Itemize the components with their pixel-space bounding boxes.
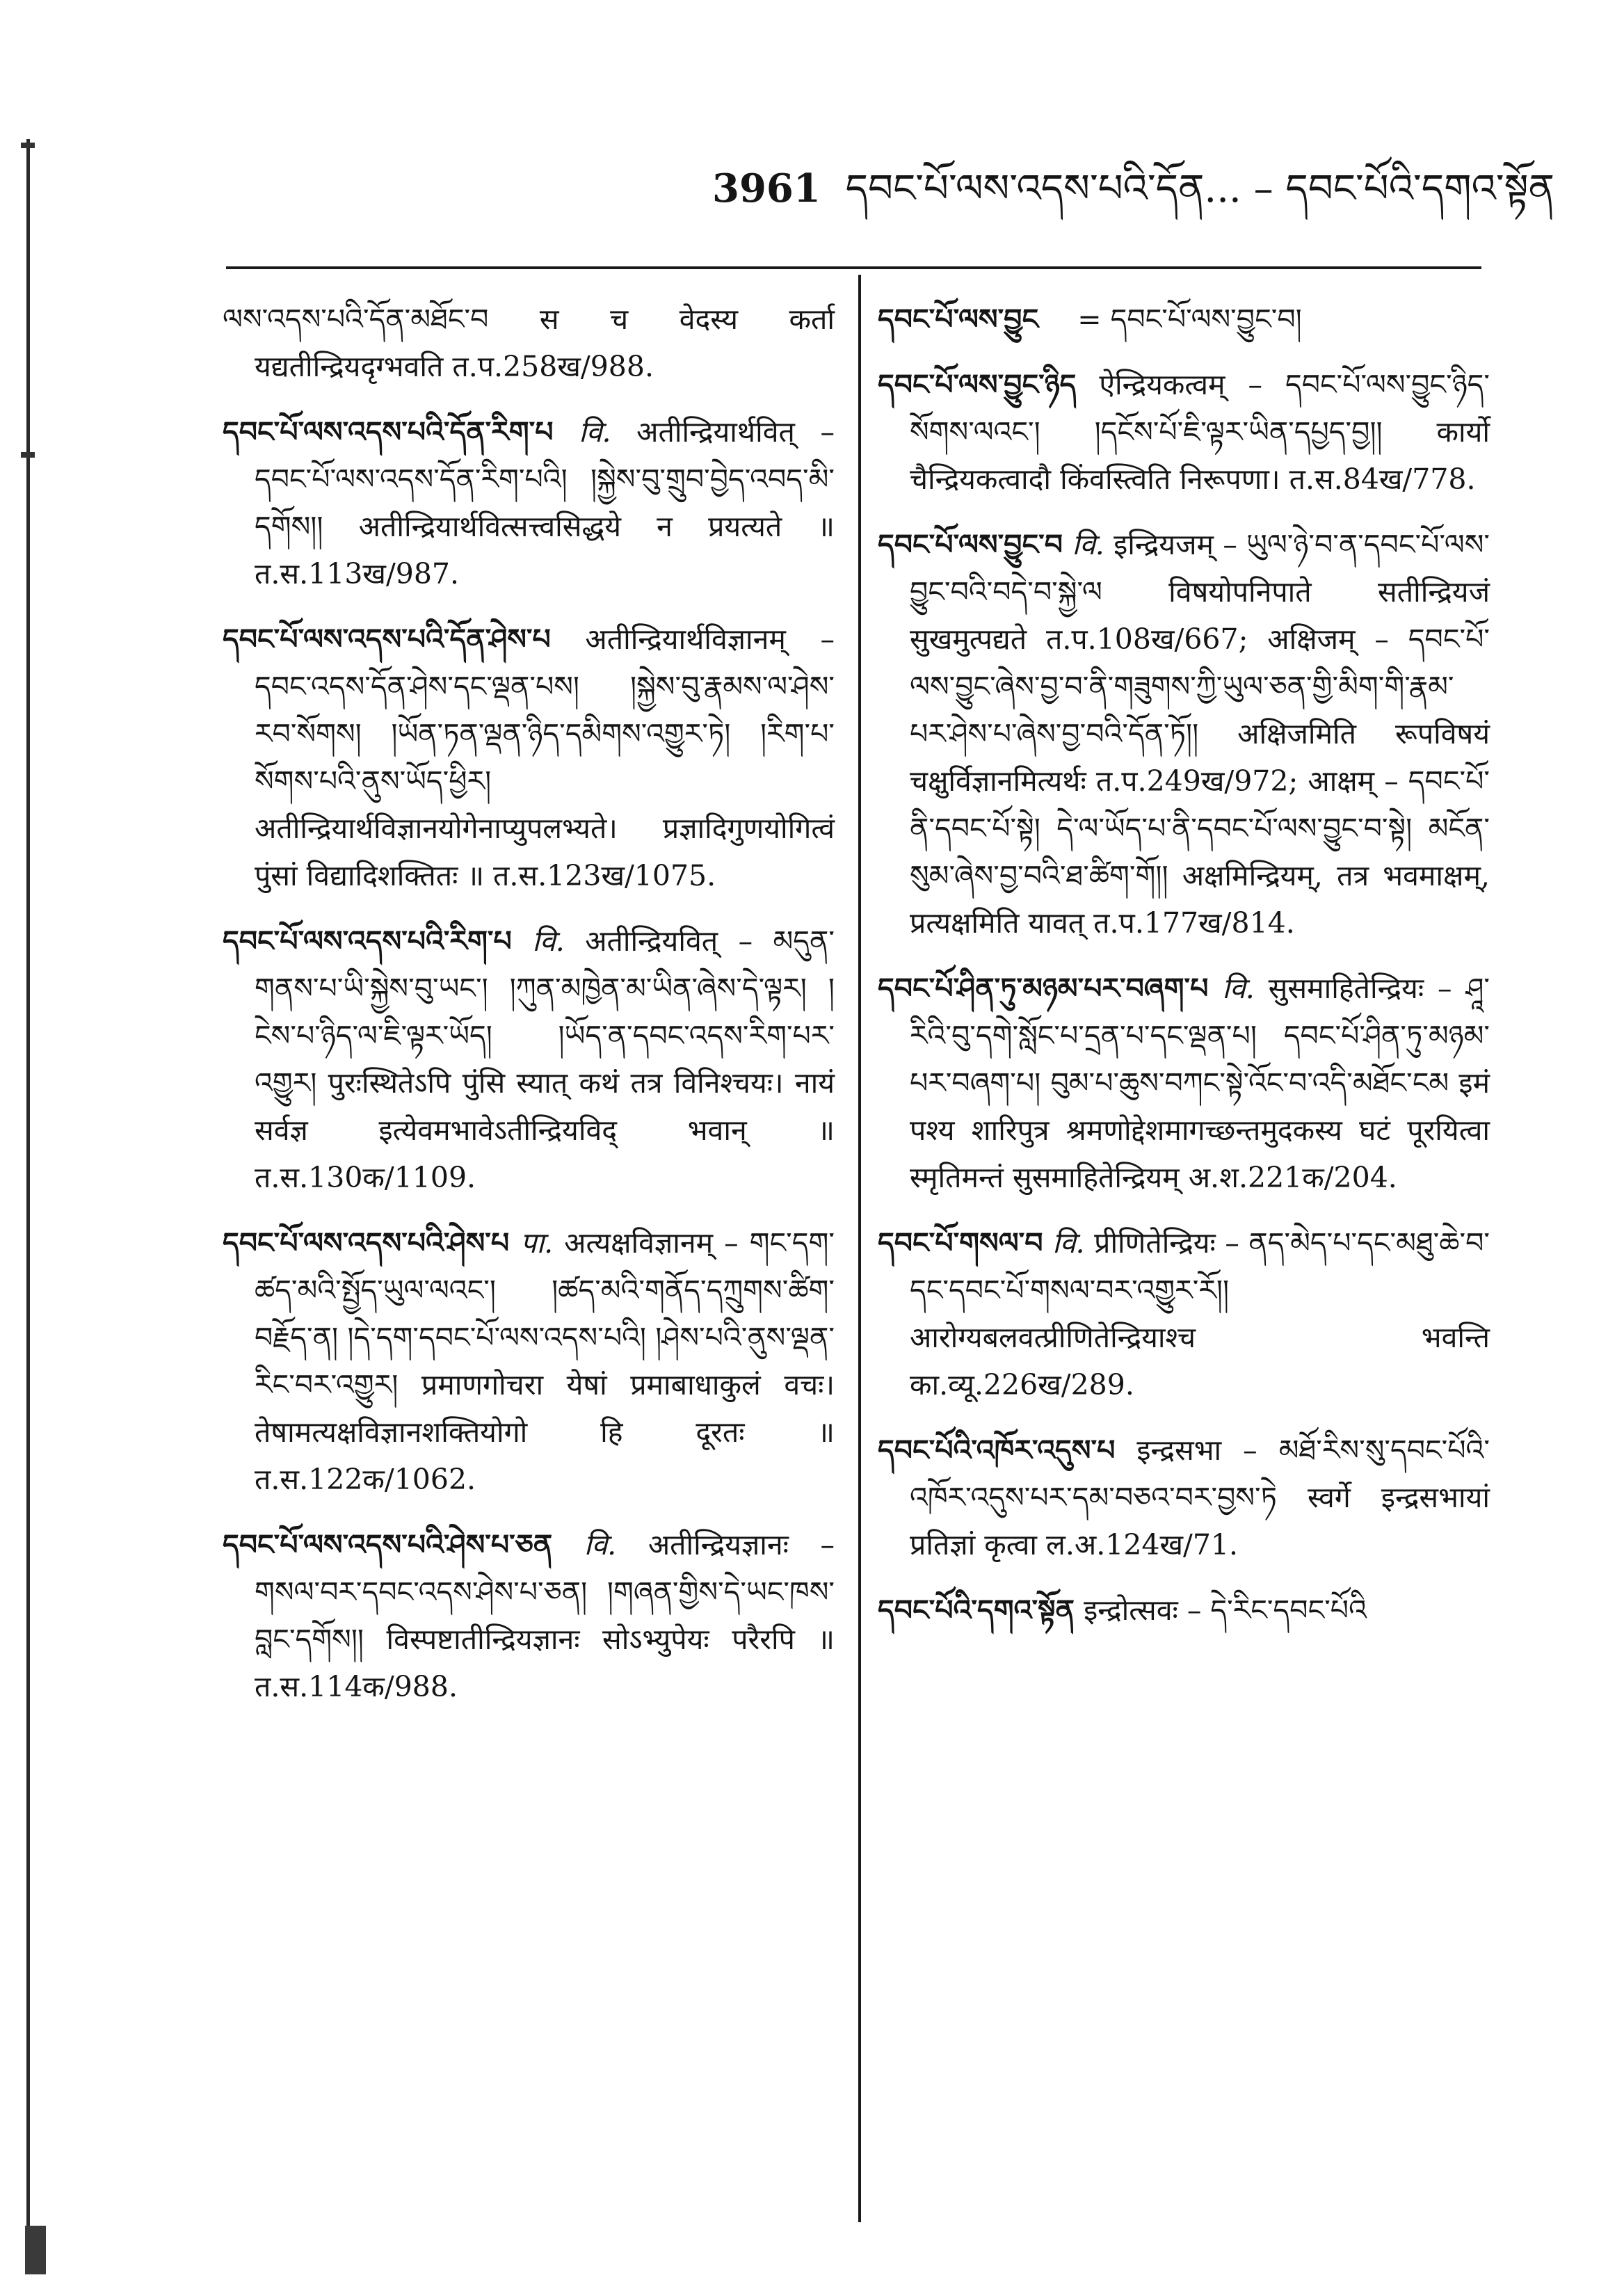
dictionary-entry [878,1587,1490,1634]
entry-grammar-tag: वि. [579,415,611,449]
dictionary-entry [878,965,1490,1201]
entry-body: इन्द्रियजम् – ཡུལ་ཉེ་བ་ན་དབང་པོ་ལས་བྱུང་བའི་བདེ་བ་སྐྱེ་ལ विषयोपनिपाते सतीन्द्रियजं सुखमुत्पद्यते त.प.108ख/667; अक्षिजम् – དབང་པོ་ལས་བྱུང་ཞེས་བྱ་བ་ནི་གཟུགས་ཀྱི་ཡུལ་ཅན་གྱི་མིག་གི་རྣམ་པར་ཤེས་པ་ཞེས་བྱ་བའི་དོན་ཏོ།། अक्षिजमिति रूपविषयं चक्षुर्विज्ञानमित्यर्थः त.प.249ख/972; आक्षम् – དབང་པོ་ནི་དབང་པོ་སྟེ། དེ་ལ་ཡོད་པ་ནི་དབང་པོ་ལས་བྱུང་བ་སྟེ། མངོན་སུམ་ཞེས་བྱ་བའི་ཐ་ཚིག་གོ།། अक्षमिन्द्रियम्, तत्र भवमाक्षम्, प्रत्यक्षमिति यावत् त.प.177ख/814. [910,528,1490,940]
entry-body: इन्द्रोत्सवः – དེ་རིང་དབང་པོའི [1084,1593,1367,1627]
entry-body: सुसमाहितेन्द्रियः – ཤཱ་རིའི་བུ་དགེ་སློང་པ་དྲན་པ་དང་ལྡན་པ། དབང་པོ་ཤིན་ཏུ་མཉམ་པར་བཞག་པ། བུམ་པ་ཆུས་བཀང་སྟེ་འོང་བ་འདི་མཐོང་ངམ इमं पश्य शारिपुत्र श्रमणोद्देशमागच्छन्तमुदकस्य घटं पूरयित्वा स्मृतिमन्तं सुसमाहितेन्द्रियम् अ.श.221क/204. [910,972,1490,1194]
page-header [712,145,1554,255]
entry-headword: དབང་པོ་ལས་འདས་པའི་དོན་ཤེས་པ [223,623,551,656]
left-column [223,296,835,1728]
entry-headword: དབང་པོ་ལས་བྱུང་བ [878,528,1063,561]
dictionary-entry [878,1427,1490,1568]
dictionary-entry [878,296,1490,343]
dictionary-entry [223,408,835,597]
binding-mark [21,452,35,458]
entry-headword: དབང་པོའི་འཁོར་འདུས་པ [878,1433,1116,1467]
entry-body: अतीन्द्रियवित् – མདུན་གནས་པ་ཡི་སྐྱེས་བུ་ཡང་། །ཀུན་མཁྱེན་མ་ཡིན་ཞེས་དེ་ལྟར། །ངེས་པ་ཉིད་ལ་ཇི་ལྟར་ཡོད། །ཡོད་ན་དབང་འདས་རིག་པར་འགྱུར། पुरःस्थितेऽपि पुंसि स्यात् कथं तत्र विनिश्चयः। नायं सर्वज्ञ इत्येवमभावेऽतीन्द्रियविद् भवान् ॥ त.स.130क/1109. [255,924,835,1194]
entry-grammar-tag: वि. [1072,528,1104,561]
entry-headword: དབང་པོ་ལས་འདས་པའི་རིག་པ [223,924,512,958]
page-number: 3961 [711,166,821,211]
entry-headword: དབང་པོ་ཤིན་ཏུ་མཉམ་པར་བཞག་པ [878,972,1209,1005]
dictionary-entry [878,521,1490,947]
dictionary-entry [878,1219,1490,1408]
entry-grammar-tag: पा. [520,1226,554,1260]
dictionary-entry [223,1219,835,1503]
dictionary-entry [223,296,835,390]
entry-headword: དབང་པོ་གསལ་བ [878,1226,1043,1260]
entry-body: ऐन्द्रियकत्वम् – དབང་པོ་ལས་བྱུང་ཉིད་སོགས་ལའང་། །དངོས་པོ་ཇི་ལྟར་ཡིན་དཔྱད་བྱ།། कार्यो चैन्द्रियकत्वादौ किंवस्त्विति निरूपणा। त.स.84ख/778. [910,368,1490,496]
binding-base [25,2226,46,2274]
entry-grammar-tag: वि. [532,924,565,958]
entry-headword: དབང་པོ་ལས་བྱུང་ཉིད [878,368,1077,401]
right-column [878,296,1490,1652]
entry-body: ལས་འདས་པའི་དོན་མཐོང་བ स च वेदस्य कर्ता यद्यतीन्द्रियदृग्भवति त.प.258ख/988. [223,303,835,383]
entry-grammar-tag: वि. [584,1528,617,1561]
entry-body: अतीन्द्रियार्थवित् – དབང་པོ་ལས་འདས་དོན་རིག་པའི། །སྐྱེས་བུ་གྲུབ་བྱེད་འབད་མི་དགོས།། अतीन्द्रियार्थवित्सत्त्वसिद्धये न प्रयत्यते ॥ त.स.113ख/987. [255,415,835,591]
dictionary-entry [223,917,835,1201]
column-divider [858,275,861,2222]
dictionary-entry [223,616,835,899]
entry-body: इन्द्रसभा – མཐོ་རིས་སུ་དབང་པོའི་འཁོར་འདུས་པར་དམ་བཅའ་བར་བྱས་ཏེ स्वर्गे इन्द्रसभायां प्रतिज्ञां कृत्वा ल.अ.124ख/71. [910,1433,1490,1561]
entry-body: अतीन्द्रियार्थविज्ञानम् – དབང་འདས་དོན་ཤེས་དང་ལྡན་པས། །སྐྱེས་བུ་རྣམས་ལ་ཤེས་རབ་སོགས། །ཡོན་ཏན་ལྡན་ཉིད་དམིགས་འགྱུར་ཏེ། །རིག་པ་སོགས་པའི་ནུས་ཡོད་ཕྱིར། अतीन्द्रियार्थविज्ञानयोगेनाप्युपलभ्यते। प्रज्ञादिगुणयोगित्वं पुंसां विद्यादिशक्तितः ॥ त.स.123ख/1075. [255,623,835,892]
entry-grammar-tag: वि. [1052,1226,1085,1260]
entry-body: प्रीणितेन्द्रियः – ནད་མེད་པ་དང་མཐུ་ཆེ་བ་དང་དབང་པོ་གསལ་བར་འགྱུར་རོ།། आरोग्यबलवत्प्रीणितेन्द्रियाश्च भवन्ति का.व्यू.226ख/289. [910,1226,1490,1401]
entry-headword: དབང་པོ་ལས་བྱུང [878,303,1039,336]
entry-grammar-tag: वि. [1222,972,1255,1005]
header-rule [226,266,1481,269]
entry-body: = དབང་པོ་ལས་བྱུང་བ། [1077,303,1302,336]
entry-headword: དབང་པོ་ལས་འདས་པའི་དོན་རིག་པ [223,415,554,449]
entry-headword: དབང་པོ་ལས་འདས་པའི་ཤེས་པ [223,1226,510,1260]
dictionary-entry [878,361,1490,503]
binding-edge [26,139,30,2267]
entry-body: अत्यक्षविज्ञानम् – གང་དག་ཚད་མའི་སྤྱོད་ཡུལ་ལའང་། །ཚད་མའི་གནོད་དཀྲུགས་ཚིག་བརྗོད་ན། །དེ་དག་དབང་པོ་ལས་འདས་པའི། །ཤེས་པའི་ནུས་ལྡན་རིང་བར་འགྱུར། प्रमाणगोचरा येषां प्रमाबाधाकुलं वचः। तेषामत्यक्षविज्ञानशक्तियोगो हि दूरतः ॥ त.स.122क/1062. [255,1226,835,1496]
dictionary-entry [223,1521,835,1710]
binding-mark [21,143,35,148]
entry-body: अतीन्द्रियज्ञानः – གསལ་བར་དབང་འདས་ཤེས་པ་ཅན། །གཞན་གྱིས་དེ་ཡང་ཁས་བླང་དགོས།། विस्पष्टातीन्द्रियज्ञानः सोऽभ्युपेयः परैरपि ॥ त.स.114क/988. [255,1528,835,1703]
running-title: དབང་པོ་ལས་འདས་པའི་དོན... – དབང་པོའི་དགའ་སྟོན [845,166,1554,211]
entry-headword: དབང་པོའི་དགའ་སྟོན [878,1593,1075,1627]
entry-headword: དབང་པོ་ལས་འདས་པའི་ཤེས་པ་ཅན [223,1528,553,1561]
